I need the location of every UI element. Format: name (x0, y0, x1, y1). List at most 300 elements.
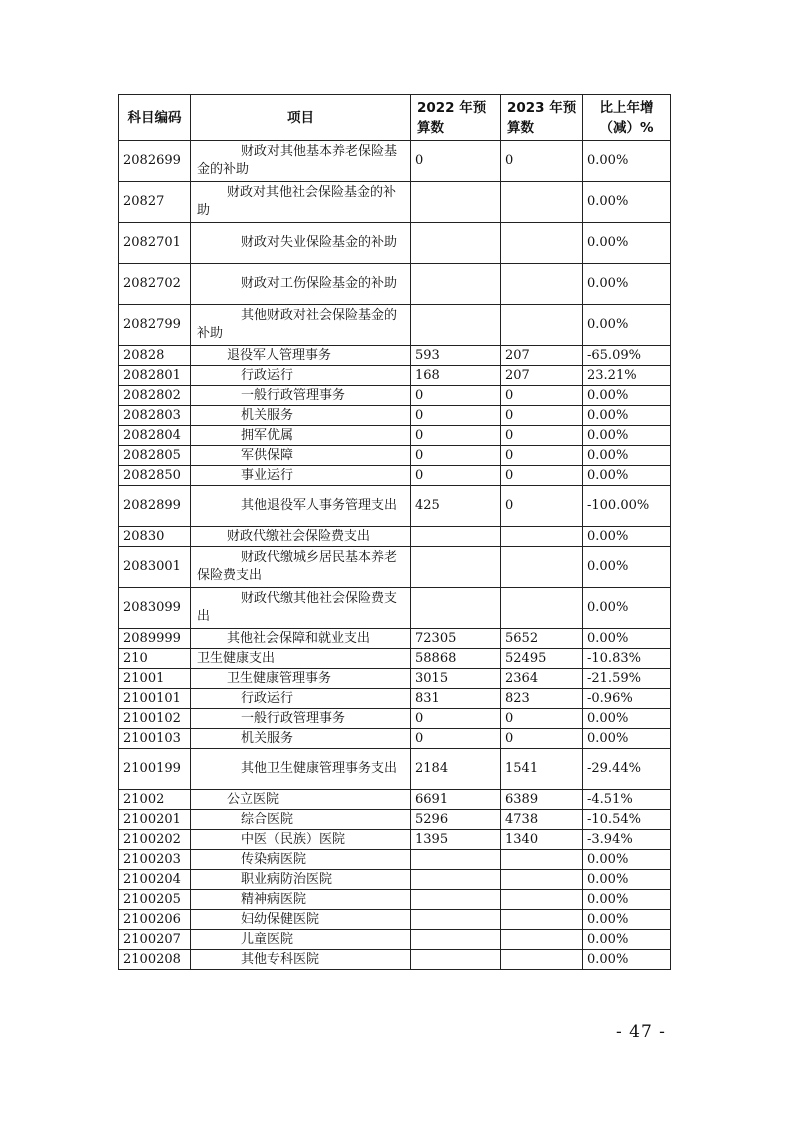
cell-code (119, 649, 191, 669)
cell-budget-2023-text: 207 (505, 347, 530, 363)
header-change: 比上年增（减）% (583, 95, 671, 141)
table-row (119, 182, 671, 223)
cell-name (191, 910, 411, 930)
cell-change-text: 0.00% (587, 153, 629, 168)
cell-budget-2022 (411, 466, 501, 486)
cell-change (583, 426, 671, 446)
cell-budget-2023-text: 4738 (505, 811, 539, 827)
cell-code (119, 264, 191, 305)
cell-budget-2023 (501, 547, 583, 588)
cell-change-text: 0.00% (587, 528, 629, 544)
table-row (119, 890, 671, 910)
cell-code (119, 406, 191, 426)
cell-budget-2022 (411, 629, 501, 649)
cell-budget-2022 (411, 182, 501, 223)
cell-change-text: 23.21% (587, 367, 637, 383)
cell-budget-2022 (411, 749, 501, 790)
table-row (119, 930, 671, 950)
cell-budget-2022-text: 0 (415, 387, 424, 403)
cell-change-text: 0.00% (587, 911, 629, 927)
table-row (119, 446, 671, 466)
cell-budget-2022-text: 2184 (415, 761, 449, 776)
cell-budget-2023 (501, 870, 583, 890)
cell-code-text: 2100199 (123, 761, 181, 776)
cell-name-text: 综合医院 (241, 811, 294, 827)
cell-change (583, 446, 671, 466)
cell-budget-2023-text: 823 (505, 690, 530, 706)
header-budget-2023: 2023 年预算数 (501, 95, 583, 141)
cell-budget-2023-text: 6389 (505, 791, 539, 807)
cell-name (191, 223, 411, 264)
table-row (119, 141, 671, 182)
cell-budget-2023 (501, 669, 583, 689)
cell-name-text: 拥军优属 (241, 427, 294, 443)
cell-change-text: 0.00% (587, 467, 629, 483)
cell-change-text: 0.00% (587, 710, 629, 726)
table-row (119, 830, 671, 850)
cell-name (191, 486, 411, 527)
cell-budget-2022 (411, 366, 501, 386)
table-row (119, 629, 671, 649)
cell-change-text: -65.09% (587, 347, 641, 363)
table-row (119, 810, 671, 830)
cell-change-text: 0.00% (587, 407, 629, 423)
cell-code-text: 2082804 (123, 427, 181, 443)
cell-name-text: 其他财政对社会保险基金的补助 (197, 308, 398, 341)
table-row (119, 466, 671, 486)
cell-budget-2023 (501, 629, 583, 649)
cell-name-text: 公立医院 (227, 791, 280, 807)
cell-name-text: 机关服务 (241, 730, 294, 746)
cell-budget-2022-text: 0 (415, 153, 424, 168)
cell-change-text: 0.00% (587, 559, 629, 574)
cell-budget-2022 (411, 223, 501, 264)
cell-change (583, 264, 671, 305)
cell-code-text: 20827 (123, 194, 165, 209)
cell-change (583, 930, 671, 950)
cell-budget-2022 (411, 930, 501, 950)
cell-name-text: 其他专科医院 (241, 951, 320, 967)
cell-budget-2023-text: 1340 (505, 831, 539, 847)
cell-change (583, 870, 671, 890)
cell-budget-2023 (501, 486, 583, 527)
header-budget-2022: 2022 年预算数 (411, 95, 501, 141)
cell-code-text: 2100206 (123, 911, 181, 927)
cell-change-text: -29.44% (587, 761, 641, 776)
cell-code (119, 366, 191, 386)
cell-change-text: -3.94% (587, 831, 633, 847)
cell-name (191, 264, 411, 305)
cell-name (191, 709, 411, 729)
cell-budget-2022 (411, 141, 501, 182)
cell-budget-2022-text: 0 (415, 407, 424, 423)
cell-code (119, 810, 191, 830)
cell-name (191, 749, 411, 790)
cell-name (191, 547, 411, 588)
cell-change (583, 810, 671, 830)
cell-code-text: 2082699 (123, 153, 181, 168)
cell-name (191, 649, 411, 669)
cell-code (119, 950, 191, 970)
table-row (119, 689, 671, 709)
table-row (119, 386, 671, 406)
cell-change (583, 850, 671, 870)
cell-code-text: 2082799 (123, 317, 181, 332)
cell-name (191, 629, 411, 649)
cell-budget-2022-text: 1395 (415, 831, 449, 847)
cell-change (583, 527, 671, 547)
cell-code-text: 2083099 (123, 600, 181, 615)
cell-budget-2023-text: 0 (505, 427, 514, 443)
cell-budget-2023-text: 0 (505, 153, 514, 168)
cell-name-text: 儿童医院 (241, 931, 294, 947)
cell-budget-2022-text: 3015 (415, 670, 449, 686)
cell-change (583, 466, 671, 486)
cell-name-text: 妇幼保健医院 (241, 911, 320, 927)
cell-change-text: -10.54% (587, 811, 641, 827)
cell-change (583, 386, 671, 406)
table-header-row (119, 95, 671, 141)
cell-budget-2023 (501, 366, 583, 386)
cell-change (583, 305, 671, 346)
cell-change (583, 749, 671, 790)
cell-name-text: 财政代缴社会保险费支出 (227, 528, 371, 544)
cell-name (191, 426, 411, 446)
table-row (119, 406, 671, 426)
cell-code (119, 446, 191, 466)
cell-budget-2023 (501, 466, 583, 486)
cell-budget-2023 (501, 810, 583, 830)
table-row (119, 264, 671, 305)
cell-budget-2023-text: 0 (505, 498, 514, 513)
table-row (119, 527, 671, 547)
cell-code (119, 689, 191, 709)
cell-budget-2022 (411, 850, 501, 870)
cell-name (191, 527, 411, 547)
cell-name (191, 729, 411, 749)
cell-name (191, 386, 411, 406)
cell-change (583, 366, 671, 386)
cell-budget-2022 (411, 588, 501, 629)
cell-budget-2022 (411, 810, 501, 830)
cell-budget-2023-text: 207 (505, 367, 530, 383)
cell-code (119, 850, 191, 870)
cell-budget-2022 (411, 305, 501, 346)
cell-name (191, 446, 411, 466)
cell-code-text: 2100102 (123, 710, 181, 726)
table-row (119, 426, 671, 446)
cell-name-text: 一般行政管理事务 (241, 710, 346, 726)
cell-budget-2023 (501, 588, 583, 629)
cell-budget-2022-text: 425 (415, 498, 440, 513)
cell-budget-2022 (411, 729, 501, 749)
page-number: - 47 - (616, 1022, 666, 1042)
table-row (119, 910, 671, 930)
cell-change (583, 950, 671, 970)
cell-budget-2023-text: 0 (505, 407, 514, 423)
cell-name-text: 财政对工伤保险基金的补助 (241, 276, 398, 291)
cell-code (119, 729, 191, 749)
cell-code (119, 547, 191, 588)
cell-name (191, 346, 411, 366)
cell-change (583, 141, 671, 182)
table-row (119, 950, 671, 970)
cell-name (191, 950, 411, 970)
cell-budget-2023-text: 5652 (505, 630, 539, 646)
cell-budget-2023-text: 0 (505, 730, 514, 746)
table-row (119, 486, 671, 527)
cell-change (583, 346, 671, 366)
cell-budget-2022-text: 0 (415, 467, 424, 483)
cell-change-text: 0.00% (587, 276, 629, 291)
cell-code-text: 2082805 (123, 447, 181, 463)
cell-code (119, 223, 191, 264)
budget-table (118, 94, 671, 970)
cell-budget-2022 (411, 669, 501, 689)
cell-change-text: -10.83% (587, 650, 641, 666)
cell-change (583, 629, 671, 649)
cell-name-text: 其他退役军人事务管理支出 (241, 498, 398, 513)
cell-change (583, 830, 671, 850)
cell-budget-2022-text: 168 (415, 367, 440, 383)
cell-change-text: 0.00% (587, 951, 629, 967)
cell-budget-2022 (411, 689, 501, 709)
cell-change (583, 910, 671, 930)
cell-name (191, 890, 411, 910)
cell-budget-2023 (501, 527, 583, 547)
cell-code-text: 2100103 (123, 730, 181, 746)
cell-code (119, 669, 191, 689)
cell-change (583, 790, 671, 810)
cell-name-text: 财政代缴城乡居民基本养老保险费支出 (197, 550, 398, 583)
cell-change-text: 0.00% (587, 194, 629, 209)
cell-budget-2022 (411, 790, 501, 810)
cell-budget-2022-text: 58868 (415, 650, 457, 666)
table-row (119, 305, 671, 346)
cell-budget-2023-text: 0 (505, 467, 514, 483)
cell-budget-2023 (501, 729, 583, 749)
cell-budget-2022-text: 831 (415, 690, 440, 706)
cell-budget-2022 (411, 950, 501, 970)
cell-name-text: 传染病医院 (241, 851, 307, 867)
cell-budget-2022-text: 593 (415, 347, 440, 363)
cell-name (191, 790, 411, 810)
cell-budget-2023-text: 52495 (505, 650, 547, 666)
cell-budget-2022-text: 0 (415, 447, 424, 463)
cell-name-text: 财政对其他基本养老保险基金的补助 (197, 144, 398, 177)
cell-name (191, 141, 411, 182)
cell-code (119, 426, 191, 446)
cell-code-text: 21002 (123, 791, 165, 807)
table-row (119, 669, 671, 689)
cell-name-text: 其他社会保障和就业支出 (227, 630, 371, 646)
cell-name-text: 机关服务 (241, 407, 294, 423)
cell-budget-2022 (411, 870, 501, 890)
cell-code (119, 890, 191, 910)
cell-budget-2022 (411, 264, 501, 305)
cell-budget-2023 (501, 649, 583, 669)
cell-budget-2022 (411, 386, 501, 406)
cell-code (119, 629, 191, 649)
cell-change (583, 223, 671, 264)
cell-change (583, 406, 671, 426)
cell-budget-2022 (411, 426, 501, 446)
cell-budget-2022 (411, 406, 501, 426)
cell-code (119, 486, 191, 527)
cell-code-text: 20830 (123, 528, 165, 544)
cell-name-text: 事业运行 (241, 467, 294, 483)
cell-budget-2023 (501, 346, 583, 366)
cell-change (583, 182, 671, 223)
cell-name-text: 卫生健康管理事务 (227, 670, 332, 686)
cell-change-text: -0.96% (587, 690, 633, 706)
cell-change-text: 0.00% (587, 871, 629, 887)
cell-budget-2023 (501, 182, 583, 223)
cell-code (119, 709, 191, 729)
cell-code (119, 830, 191, 850)
cell-name (191, 850, 411, 870)
table-row (119, 547, 671, 588)
cell-budget-2023 (501, 141, 583, 182)
cell-name (191, 830, 411, 850)
cell-code-text: 2082701 (123, 235, 181, 250)
cell-budget-2023 (501, 790, 583, 810)
cell-code-text: 21001 (123, 670, 165, 686)
cell-budget-2023 (501, 950, 583, 970)
cell-code-text: 2082850 (123, 467, 181, 483)
cell-change (583, 729, 671, 749)
cell-code (119, 930, 191, 950)
cell-code (119, 141, 191, 182)
cell-budget-2022 (411, 547, 501, 588)
cell-code-text: 2082702 (123, 276, 181, 291)
cell-name-text: 职业病防治医院 (241, 871, 333, 887)
cell-code-text: 2082803 (123, 407, 181, 423)
cell-code-text: 2100208 (123, 951, 181, 967)
cell-budget-2023 (501, 386, 583, 406)
cell-change-text: -4.51% (587, 791, 633, 807)
cell-code (119, 466, 191, 486)
cell-budget-2023 (501, 890, 583, 910)
cell-change (583, 588, 671, 629)
cell-budget-2022 (411, 486, 501, 527)
cell-budget-2023-text: 2364 (505, 670, 539, 686)
cell-budget-2023-text: 0 (505, 447, 514, 463)
cell-change (583, 547, 671, 588)
cell-change-text: 0.00% (587, 387, 629, 403)
cell-budget-2022-text: 5296 (415, 811, 449, 827)
cell-budget-2023-text: 1541 (505, 761, 539, 776)
cell-change-text: -21.59% (587, 670, 641, 686)
cell-code-text: 2083001 (123, 559, 181, 574)
cell-change (583, 689, 671, 709)
cell-name (191, 930, 411, 950)
cell-code-text: 2082801 (123, 367, 181, 383)
cell-budget-2022 (411, 910, 501, 930)
cell-budget-2022 (411, 830, 501, 850)
cell-code (119, 386, 191, 406)
cell-name-text: 一般行政管理事务 (241, 387, 346, 403)
cell-change-text: 0.00% (587, 235, 629, 250)
cell-budget-2022-text: 0 (415, 710, 424, 726)
cell-budget-2023 (501, 264, 583, 305)
cell-name (191, 669, 411, 689)
cell-change (583, 890, 671, 910)
cell-name-text: 其他卫生健康管理事务支出 (241, 761, 398, 776)
cell-name (191, 182, 411, 223)
cell-change-text: 0.00% (587, 730, 629, 746)
table-row (119, 709, 671, 729)
cell-budget-2022-text: 6691 (415, 791, 449, 807)
cell-code (119, 182, 191, 223)
cell-code (119, 346, 191, 366)
cell-budget-2023-text: 0 (505, 710, 514, 726)
table-row (119, 870, 671, 890)
cell-code (119, 910, 191, 930)
cell-name (191, 466, 411, 486)
cell-change (583, 649, 671, 669)
cell-name-text: 军供保障 (241, 447, 294, 463)
cell-code-text: 2100202 (123, 831, 181, 847)
cell-budget-2023 (501, 749, 583, 790)
cell-name (191, 366, 411, 386)
cell-change-text: 0.00% (587, 851, 629, 867)
table-row (119, 850, 671, 870)
cell-code-text: 2100207 (123, 931, 181, 947)
cell-code (119, 749, 191, 790)
cell-code-text: 2082802 (123, 387, 181, 403)
cell-code-text: 2100203 (123, 851, 181, 867)
cell-name-text: 财政对失业保险基金的补助 (241, 235, 398, 250)
cell-budget-2022 (411, 346, 501, 366)
cell-budget-2023 (501, 850, 583, 870)
cell-code-text: 2082899 (123, 498, 181, 513)
cell-change (583, 486, 671, 527)
cell-budget-2022-text: 72305 (415, 630, 457, 646)
cell-name (191, 588, 411, 629)
cell-budget-2023 (501, 689, 583, 709)
table-row (119, 790, 671, 810)
cell-budget-2022 (411, 709, 501, 729)
cell-change-text: 0.00% (587, 447, 629, 463)
table-row (119, 588, 671, 629)
cell-change-text: 0.00% (587, 630, 629, 646)
cell-name-text: 财政对其他社会保险基金的补助 (197, 185, 397, 218)
cell-budget-2022-text: 0 (415, 730, 424, 746)
cell-code (119, 790, 191, 810)
table-row (119, 223, 671, 264)
cell-code-text: 2089999 (123, 630, 181, 646)
cell-change-text: 0.00% (587, 600, 629, 615)
cell-change-text: 0.00% (587, 891, 629, 907)
cell-name-text: 退役军人管理事务 (227, 347, 332, 363)
cell-code-text: 2100204 (123, 871, 181, 887)
header-name: 项目 (191, 95, 411, 141)
cell-name-text: 行政运行 (241, 690, 294, 706)
cell-name (191, 810, 411, 830)
cell-budget-2023 (501, 830, 583, 850)
cell-budget-2023 (501, 426, 583, 446)
cell-name-text: 中医（民族）医院 (241, 831, 346, 847)
cell-code-text: 2100101 (123, 690, 181, 706)
cell-code-text: 2100201 (123, 811, 181, 827)
table-row (119, 346, 671, 366)
cell-budget-2022 (411, 890, 501, 910)
cell-budget-2023 (501, 406, 583, 426)
cell-budget-2023 (501, 709, 583, 729)
cell-change (583, 709, 671, 729)
table-row (119, 729, 671, 749)
